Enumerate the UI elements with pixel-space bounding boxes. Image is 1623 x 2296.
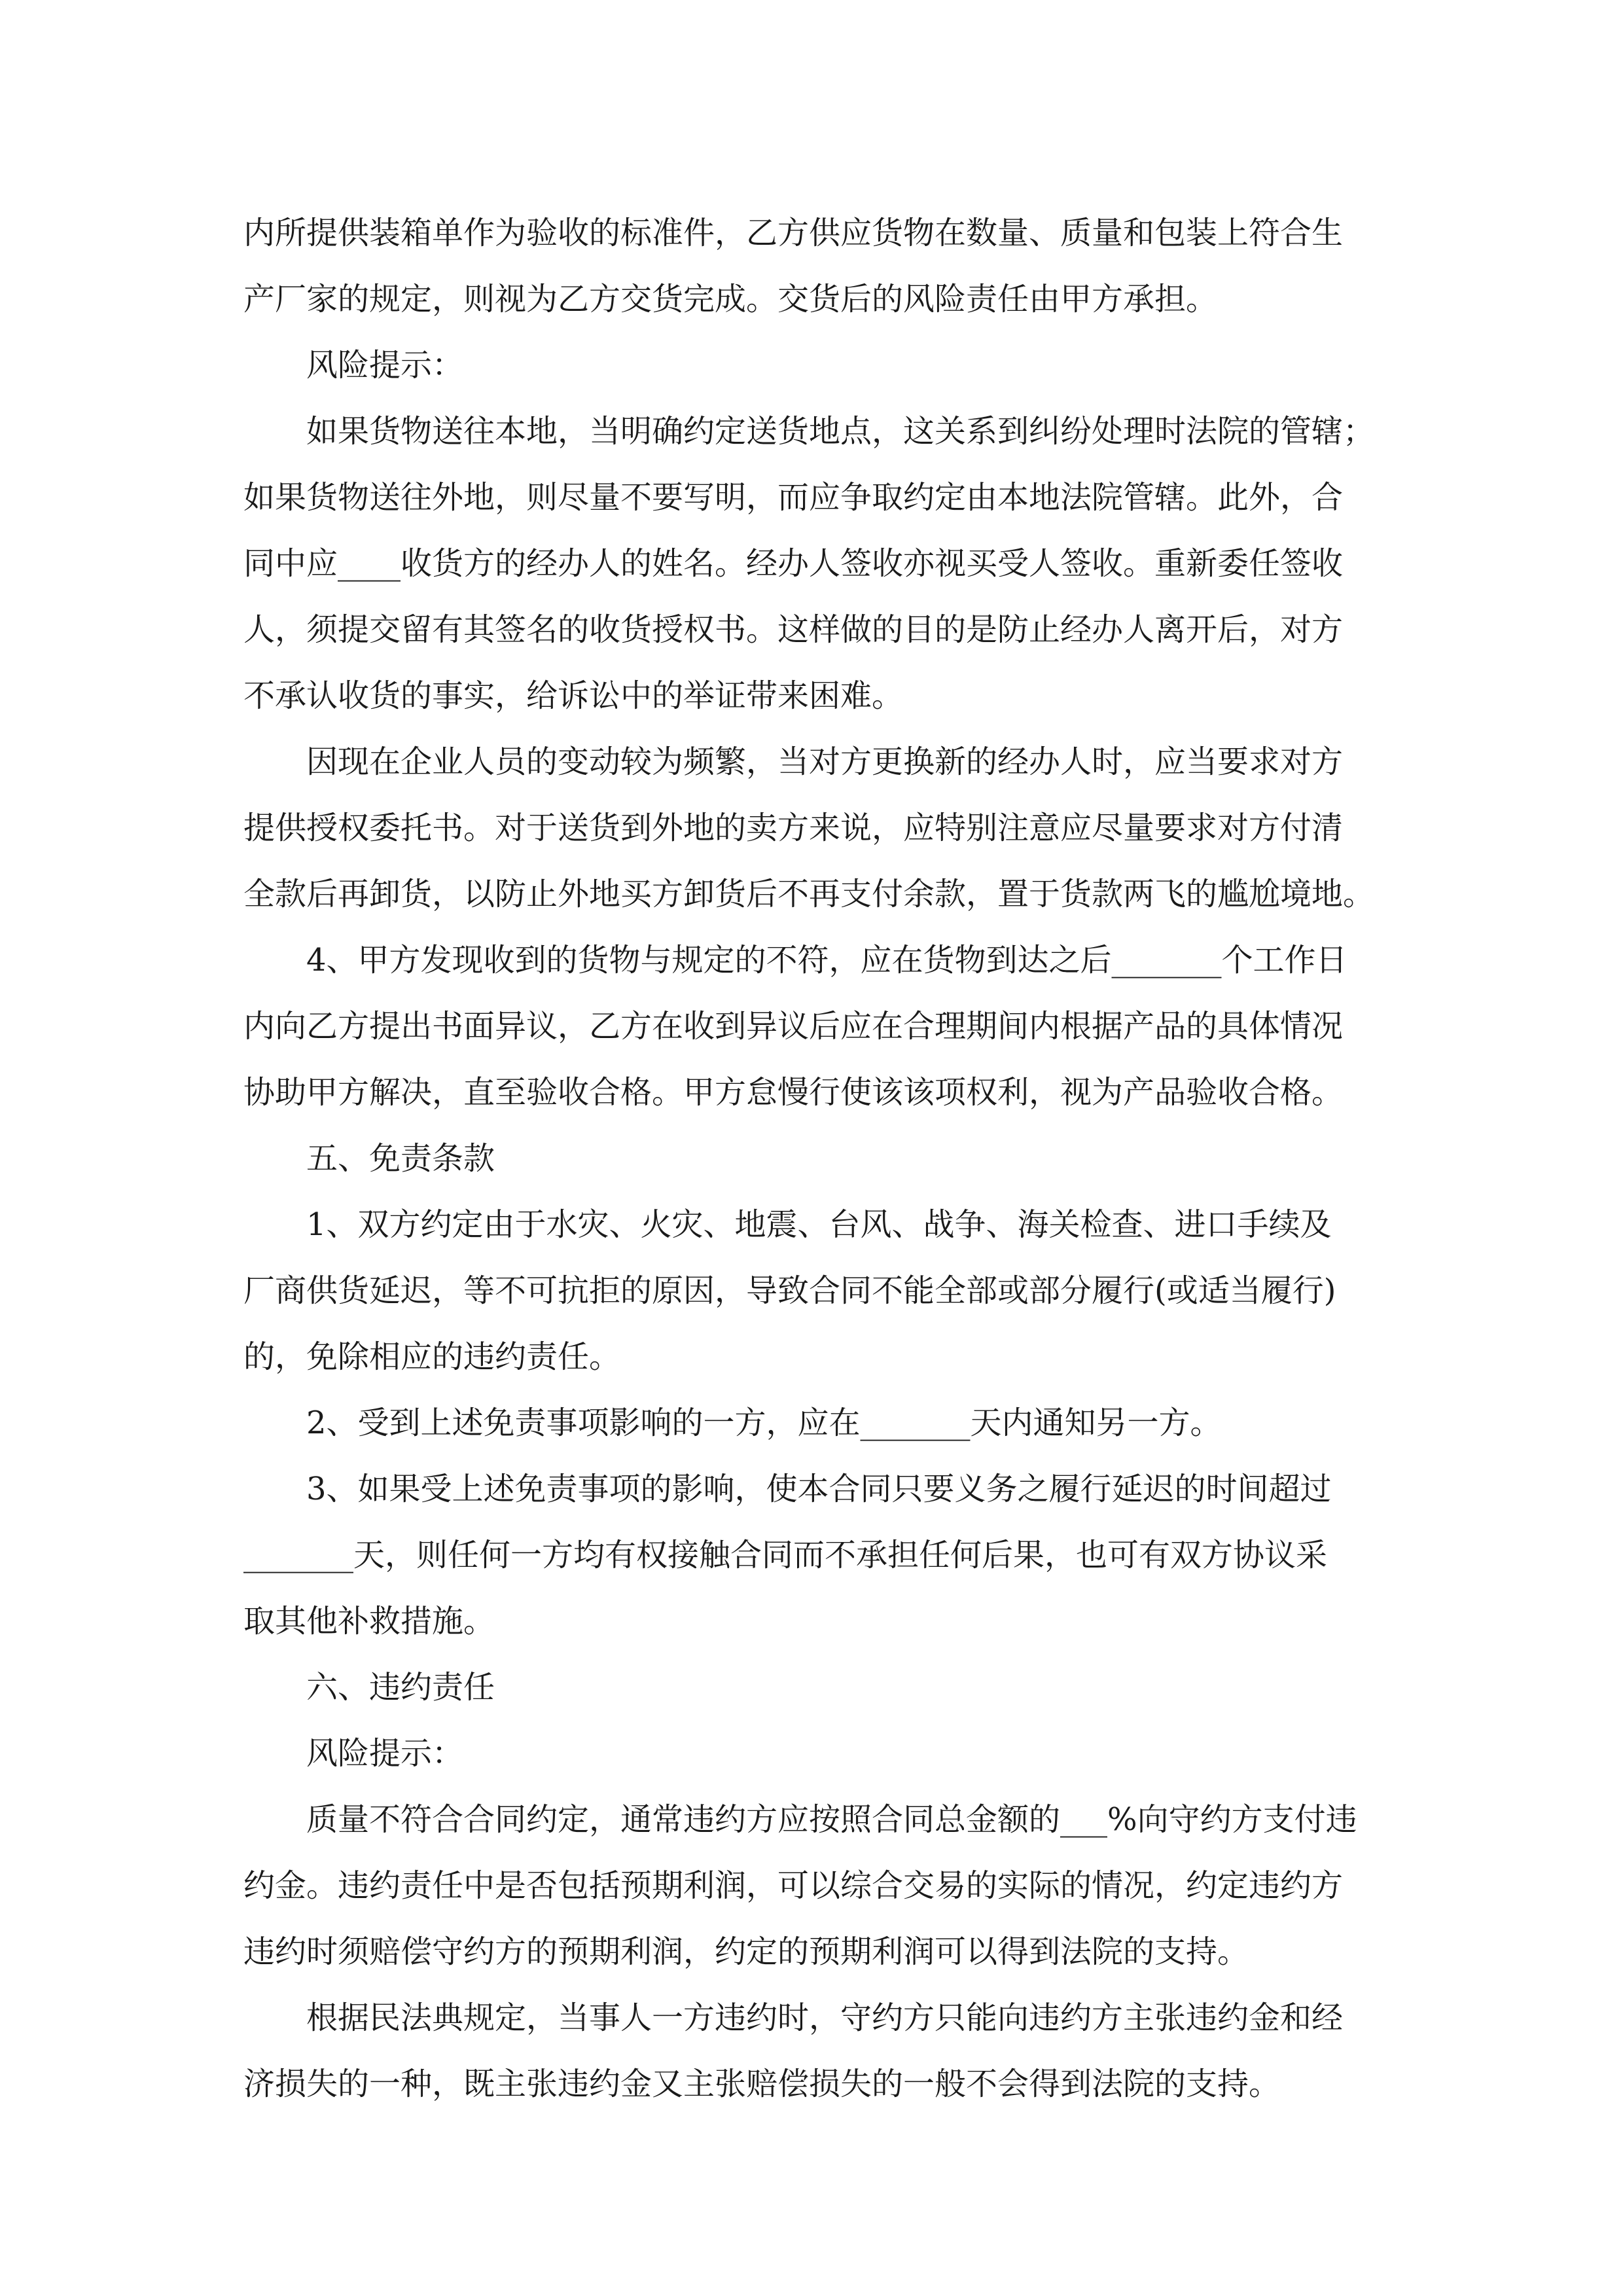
text-line: 2、受到上述免责事项影响的一方，应在_______天内通知另一方。 bbox=[306, 1405, 1222, 1441]
text-line: 的，免除相应的违约责任。 bbox=[243, 1338, 621, 1375]
text-line: 如果货物送往本地，当明确约定送货地点，这关系到纠纷处理时法院的管辖； bbox=[306, 413, 1375, 450]
text-line: 4、甲方发现收到的货物与规定的不符，应在货物到达之后_______个工作日 bbox=[306, 942, 1347, 978]
text-line: 不承认收货的事实，给诉讼中的举证带来困难。 bbox=[243, 677, 904, 714]
text-line: 取其他补救措施。 bbox=[243, 1603, 495, 1640]
text-line: 产厂家的规定，则视为乙方交货完成。交货后的风险责任由甲方承担。 bbox=[243, 281, 1218, 317]
text-line: 同中应____收货方的经办人的姓名。经办人签收亦视买受人签收。重新委任签收 bbox=[243, 545, 1344, 582]
text-line: 内向乙方提出书面异议，乙方在收到异议后应在合理期间内根据产品的具体情况 bbox=[243, 1008, 1344, 1045]
text-line: 五、免责条款 bbox=[306, 1140, 495, 1177]
text-line: 济损失的一种，既主张违约金又主张赔偿损失的一般不会得到法院的支持。 bbox=[243, 2066, 1281, 2102]
text-line: 3、如果受上述免责事项的影响，使本合同只要义务之履行延迟的时间超过 bbox=[306, 1471, 1332, 1507]
text-line: 六、违约责任 bbox=[306, 1669, 495, 1706]
text-line: 内所提供装箱单作为验收的标准件，乙方供应货物在数量、质量和包装上符合生 bbox=[243, 215, 1344, 251]
text-line: 人，须提交留有其签名的收货授权书。这样做的目的是防止经办人离开后，对方 bbox=[243, 611, 1344, 648]
text-line: 1、双方约定由于水灾、火灾、地震、台风、战争、海关检查、进口手续及 bbox=[306, 1206, 1332, 1243]
text-line: 协助甲方解决，直至验收合格。甲方怠慢行使该该项权利，视为产品验收合格。 bbox=[243, 1074, 1344, 1111]
contract-body-text bbox=[243, 200, 1382, 2117]
text-line: 风险提示： bbox=[306, 347, 464, 384]
text-line: _______天，则任何一方均有权接触合同而不承担任何后果，也可有双方协议采 bbox=[243, 1537, 1328, 1573]
text-line: 全款后再卸货，以防止外地买方卸货后不再支付余款，置于货款两飞的尴尬境地。 bbox=[243, 876, 1375, 912]
text-line: 厂商供货延迟，等不可抗拒的原因，导致合同不能全部或部分履行(或适当履行) bbox=[243, 1272, 1336, 1309]
text-line: 违约时须赔偿守约方的预期利润，约定的预期利润可以得到法院的支持。 bbox=[243, 1933, 1249, 1970]
text-line: 如果货物送往外地，则尽量不要写明，而应争取约定由本地法院管辖。此外，合 bbox=[243, 479, 1344, 516]
text-line: 质量不符合合同约定，通常违约方应按照合同总金额的___%向守约方支付违 bbox=[306, 1801, 1357, 1838]
text-line: 约金。违约责任中是否包括预期利润，可以综合交易的实际的情况，约定违约方 bbox=[243, 1867, 1344, 1904]
text-line: 根据民法典规定，当事人一方违约时，守约方只能向违约方主张违约金和经 bbox=[306, 2000, 1344, 2036]
text-line: 风险提示： bbox=[306, 1735, 464, 1772]
text-line: 提供授权委托书。对于送货到外地的卖方来说，应特别注意应尽量要求对方付清 bbox=[243, 810, 1344, 846]
text-line: 因现在企业人员的变动较为频繁，当对方更换新的经办人时，应当要求对方 bbox=[306, 744, 1344, 780]
